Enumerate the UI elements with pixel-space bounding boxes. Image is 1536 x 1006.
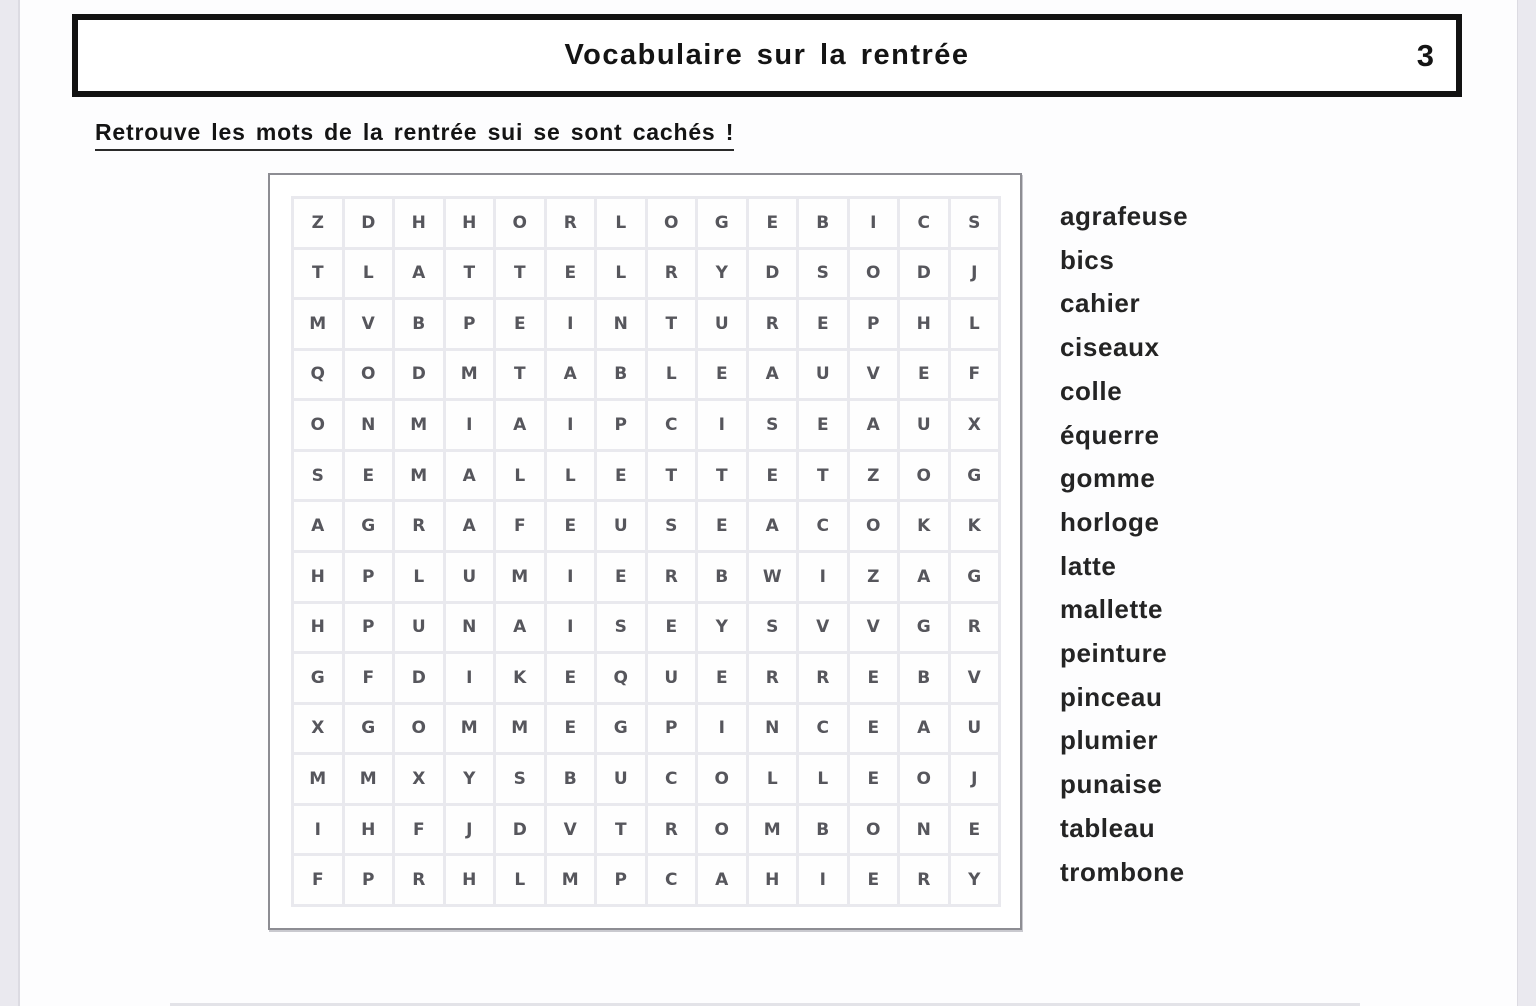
grid-cell-r3c14: L [951,300,999,348]
grid-cell-r1c5: O [496,199,544,247]
word-list-item: latte [1060,550,1117,581]
word-list-item: horloge [1060,506,1160,537]
grid-cell-r13c10: M [749,806,797,854]
grid-cell-r14c14: Y [951,856,999,904]
grid-cell-r10c10: R [749,654,797,702]
grid-cell-r13c6: V [547,806,595,854]
grid-cell-r4c4: M [446,351,494,399]
grid-cell-r10c5: K [496,654,544,702]
grid-cell-r5c3: M [395,401,443,449]
grid-cell-r2c2: L [345,250,393,298]
grid-cell-r14c8: C [648,856,696,904]
grid-cell-r1c2: D [345,199,393,247]
grid-cell-r4c6: A [547,351,595,399]
grid-cell-r9c13: G [900,604,948,652]
grid-cell-r9c8: E [648,604,696,652]
grid-cell-r2c7: L [597,250,645,298]
grid-cell-r9c1: H [294,604,342,652]
grid-cell-r8c10: W [749,553,797,601]
grid-cell-r11c5: M [496,705,544,753]
grid-cell-r5c14: X [951,401,999,449]
grid-cell-r3c12: P [850,300,898,348]
grid-cell-r8c6: I [547,553,595,601]
grid-cell-r12c1: M [294,755,342,803]
grid-cell-r11c11: C [799,705,847,753]
grid-cell-r6c8: T [648,452,696,500]
grid-cell-r14c13: R [900,856,948,904]
grid-cell-r5c7: P [597,401,645,449]
grid-cell-r2c1: T [294,250,342,298]
grid-cell-r14c3: R [395,856,443,904]
grid-cell-r3c8: T [648,300,696,348]
grid-cell-r4c8: L [648,351,696,399]
viewer-left-margin [0,0,20,1006]
grid-cell-r12c4: Y [446,755,494,803]
grid-cell-r13c9: O [698,806,746,854]
grid-cell-r6c11: T [799,452,847,500]
grid-cell-r10c2: F [345,654,393,702]
grid-cell-r11c9: I [698,705,746,753]
grid-cell-r7c5: F [496,502,544,550]
grid-cell-r9c11: V [799,604,847,652]
grid-cell-r13c13: N [900,806,948,854]
word-list-item: pinceau [1060,681,1163,712]
grid-cell-r4c11: U [799,351,847,399]
grid-cell-r2c5: T [496,250,544,298]
grid-cell-r1c12: I [850,199,898,247]
grid-cell-r13c8: R [648,806,696,854]
grid-cell-r7c8: S [648,502,696,550]
grid-cell-r12c8: C [648,755,696,803]
word-list-item: punaise [1060,769,1163,800]
grid-cell-r13c12: O [850,806,898,854]
grid-cell-r1c4: H [446,199,494,247]
grid-cell-r14c2: P [345,856,393,904]
grid-cell-r7c6: E [547,502,595,550]
grid-cell-r13c14: E [951,806,999,854]
grid-cell-r6c13: O [900,452,948,500]
grid-cell-r13c11: B [799,806,847,854]
grid-cell-r7c3: R [395,502,443,550]
grid-cell-r13c3: F [395,806,443,854]
grid-cell-r8c12: Z [850,553,898,601]
grid-cell-r9c4: N [446,604,494,652]
grid-cell-r2c12: O [850,250,898,298]
grid-cell-r12c6: B [547,755,595,803]
grid-cell-r11c8: P [648,705,696,753]
grid-cell-r9c3: U [395,604,443,652]
word-list-item: ciseaux [1060,332,1160,363]
grid-cell-r5c4: I [446,401,494,449]
grid-cell-r11c3: O [395,705,443,753]
grid-cell-r10c13: B [900,654,948,702]
word-list-item: bics [1060,244,1115,275]
grid-cell-r6c7: E [597,452,645,500]
word-list-item: trombone [1060,856,1185,887]
grid-cell-r14c5: L [496,856,544,904]
grid-cell-r11c2: G [345,705,393,753]
grid-cell-r6c4: A [446,452,494,500]
grid-cell-r8c5: M [496,553,544,601]
grid-cell-r11c4: M [446,705,494,753]
grid-cell-r11c14: U [951,705,999,753]
grid-cell-r9c14: R [951,604,999,652]
word-list-item: gomme [1060,463,1156,494]
grid-cell-r11c1: X [294,705,342,753]
grid-cell-r3c2: V [345,300,393,348]
grid-cell-r8c9: B [698,553,746,601]
grid-cell-r5c1: O [294,401,342,449]
grid-cell-r2c3: A [395,250,443,298]
grid-cell-r12c3: X [395,755,443,803]
grid-cell-r1c9: G [698,199,746,247]
grid-cell-r13c2: H [345,806,393,854]
grid-cell-r4c3: D [395,351,443,399]
word-list-item: tableau [1060,812,1156,843]
grid-cell-r12c12: E [850,755,898,803]
word-list-item: mallette [1060,594,1164,625]
grid-cell-r12c5: S [496,755,544,803]
grid-cell-r1c8: O [648,199,696,247]
puzzle-frame [268,173,1022,930]
grid-cell-r13c7: T [597,806,645,854]
page-number: 3 [1416,37,1434,73]
grid-cell-r1c7: L [597,199,645,247]
grid-cell-r5c2: N [345,401,393,449]
grid-cell-r4c7: B [597,351,645,399]
grid-cell-r8c14: G [951,553,999,601]
grid-cell-r14c10: H [749,856,797,904]
grid-cell-r1c10: E [749,199,797,247]
grid-cell-r1c1: Z [294,199,342,247]
grid-cell-r3c7: N [597,300,645,348]
grid-cell-r8c4: U [446,553,494,601]
grid-cell-r6c12: Z [850,452,898,500]
grid-cell-r1c3: H [395,199,443,247]
grid-cell-r10c12: E [850,654,898,702]
grid-cell-r2c11: S [799,250,847,298]
grid-cell-r5c5: A [496,401,544,449]
grid-cell-r13c1: I [294,806,342,854]
grid-cell-r14c1: F [294,856,342,904]
grid-cell-r7c1: A [294,502,342,550]
grid-cell-r2c13: D [900,250,948,298]
grid-cell-r8c1: H [294,553,342,601]
grid-cell-r5c10: S [749,401,797,449]
grid-cell-r7c12: O [850,502,898,550]
grid-cell-r6c6: L [547,452,595,500]
grid-cell-r4c14: F [951,351,999,399]
grid-cell-r9c7: S [597,604,645,652]
grid-cell-r2c14: J [951,250,999,298]
page-title: Vocabulaire sur la rentrée [564,39,970,71]
grid-cell-r10c4: I [446,654,494,702]
grid-cell-r8c11: I [799,553,847,601]
grid-cell-r10c11: R [799,654,847,702]
grid-cell-r9c5: A [496,604,544,652]
grid-cell-r7c13: K [900,502,948,550]
grid-cell-r12c11: L [799,755,847,803]
grid-cell-r7c4: A [446,502,494,550]
word-list-item: agrafeuse [1060,201,1189,231]
letter-grid [291,196,1001,907]
grid-cell-r1c6: R [547,199,595,247]
grid-cell-r5c9: I [698,401,746,449]
grid-cell-r4c1: Q [294,351,342,399]
grid-cell-r6c1: S [294,452,342,500]
grid-cell-r11c12: E [850,705,898,753]
grid-cell-r1c14: S [951,199,999,247]
grid-cell-r5c12: A [850,401,898,449]
grid-cell-r5c6: I [547,401,595,449]
grid-cell-r4c12: V [850,351,898,399]
grid-cell-r10c8: U [648,654,696,702]
grid-cell-r3c10: R [749,300,797,348]
grid-cell-r14c4: H [446,856,494,904]
grid-cell-r4c5: T [496,351,544,399]
word-list-item: équerre [1060,419,1160,450]
grid-cell-r14c6: M [547,856,595,904]
grid-cell-r5c11: E [799,401,847,449]
grid-cell-r11c10: N [749,705,797,753]
grid-cell-r10c1: G [294,654,342,702]
grid-cell-r3c1: M [294,300,342,348]
grid-cell-r9c9: Y [698,604,746,652]
grid-cell-r7c7: U [597,502,645,550]
grid-cell-r6c3: M [395,452,443,500]
word-list-item: plumier [1060,725,1159,756]
grid-cell-r2c8: R [648,250,696,298]
word-list-item: colle [1060,375,1123,406]
grid-cell-r10c3: D [395,654,443,702]
grid-cell-r3c3: B [395,300,443,348]
grid-cell-r14c11: I [799,856,847,904]
word-list-item: peinture [1060,638,1168,669]
grid-cell-r4c13: E [900,351,948,399]
grid-cell-r4c10: A [749,351,797,399]
grid-cell-r4c9: E [698,351,746,399]
grid-cell-r3c11: E [799,300,847,348]
grid-cell-r6c5: L [496,452,544,500]
grid-cell-r2c9: Y [698,250,746,298]
grid-cell-r6c14: G [951,452,999,500]
grid-cell-r10c6: E [547,654,595,702]
grid-cell-r10c14: V [951,654,999,702]
title-box [72,14,1462,97]
grid-cell-r1c13: C [900,199,948,247]
grid-cell-r9c10: S [749,604,797,652]
grid-cell-r2c10: D [749,250,797,298]
grid-cell-r3c5: E [496,300,544,348]
word-list-item: cahier [1060,288,1141,319]
grid-cell-r12c13: O [900,755,948,803]
grid-cell-r14c12: E [850,856,898,904]
grid-cell-r10c9: E [698,654,746,702]
grid-cell-r7c2: G [345,502,393,550]
grid-cell-r7c10: A [749,502,797,550]
grid-cell-r7c9: E [698,502,746,550]
grid-cell-r14c9: A [698,856,746,904]
grid-cell-r1c11: B [799,199,847,247]
grid-cell-r12c10: L [749,755,797,803]
grid-cell-r11c6: E [547,705,595,753]
grid-cell-r3c13: H [900,300,948,348]
grid-cell-r6c2: E [345,452,393,500]
grid-cell-r5c13: U [900,401,948,449]
grid-cell-r10c7: Q [597,654,645,702]
grid-cell-r7c14: K [951,502,999,550]
grid-cell-r3c6: I [547,300,595,348]
grid-cell-r8c2: P [345,553,393,601]
grid-cell-r8c3: L [395,553,443,601]
grid-cell-r12c14: J [951,755,999,803]
grid-cell-r6c9: T [698,452,746,500]
grid-cell-r14c7: P [597,856,645,904]
grid-cell-r8c7: E [597,553,645,601]
grid-cell-r12c2: M [345,755,393,803]
grid-cell-r11c7: G [597,705,645,753]
grid-cell-r8c13: A [900,553,948,601]
grid-cell-r8c8: R [648,553,696,601]
grid-cell-r11c13: A [900,705,948,753]
grid-cell-r2c4: T [446,250,494,298]
grid-cell-r9c12: V [850,604,898,652]
grid-cell-r3c4: P [446,300,494,348]
instruction-text: Retrouve les mots de la rentrée sui se sont cachés ! [95,119,734,151]
grid-cell-r7c11: C [799,502,847,550]
grid-cell-r12c9: O [698,755,746,803]
grid-cell-r4c2: O [345,351,393,399]
grid-cell-r13c4: J [446,806,494,854]
grid-cell-r9c6: I [547,604,595,652]
viewer-right-margin [1517,0,1536,1006]
word-list [1060,195,1188,894]
grid-cell-r13c5: D [496,806,544,854]
grid-cell-r3c9: U [698,300,746,348]
grid-cell-r12c7: U [597,755,645,803]
grid-cell-r6c10: E [749,452,797,500]
grid-cell-r9c2: P [345,604,393,652]
grid-cell-r2c6: E [547,250,595,298]
grid-cell-r5c8: C [648,401,696,449]
